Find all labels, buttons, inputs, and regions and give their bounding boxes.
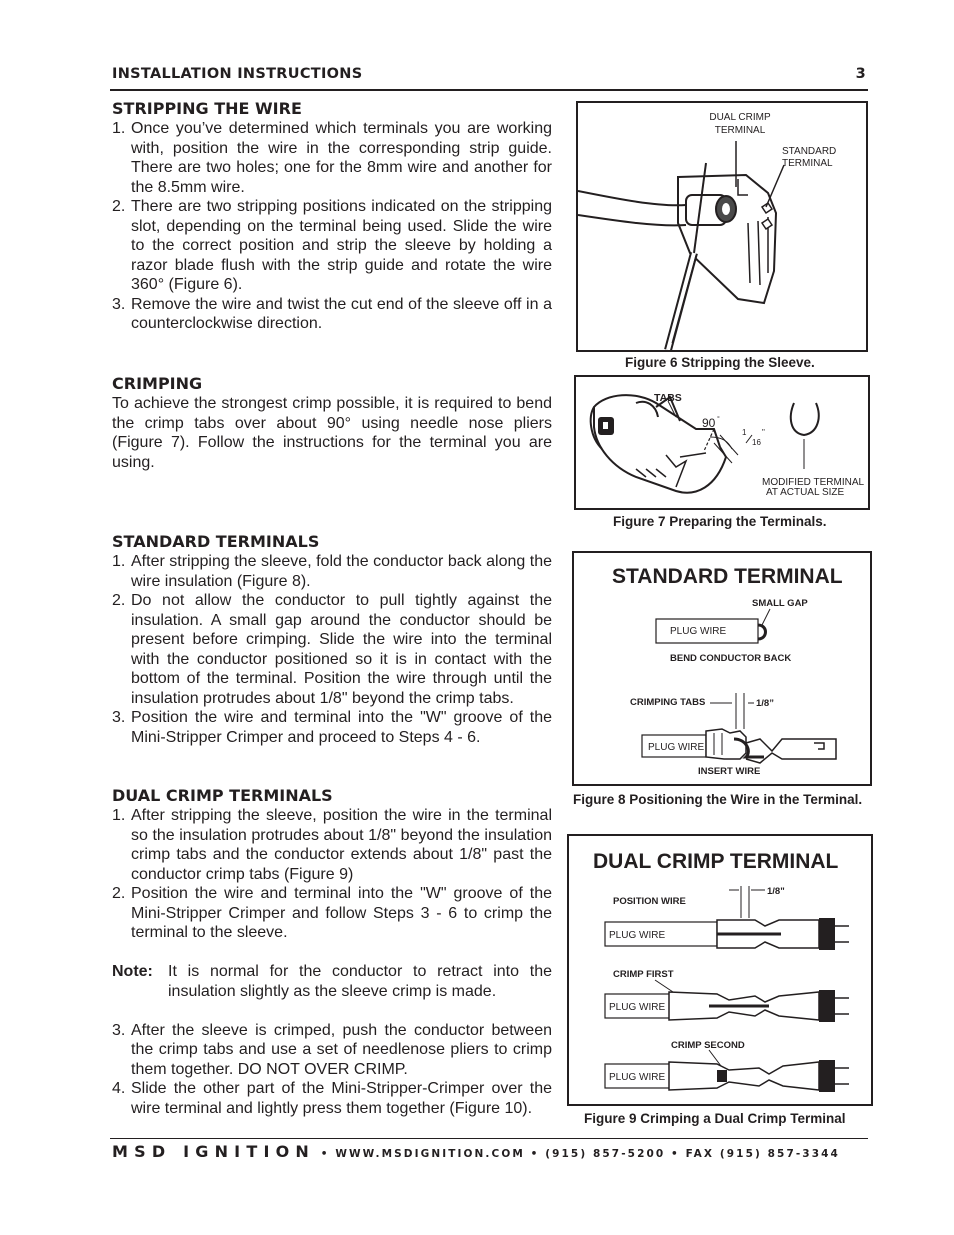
standard-terminal-illustration: [574, 553, 870, 784]
terminal-illustration: [576, 377, 868, 508]
step-item: [112, 708, 552, 747]
label-bend-conductor: BEND CONDUCTOR BACK: [670, 653, 792, 664]
section-dual-crimp: [112, 786, 552, 1118]
footer-brand: MSD IGNITION: [112, 1142, 315, 1161]
label-modified-1: MODIFIED TERMINAL: [762, 477, 865, 488]
step-number: 2.: [112, 592, 126, 609]
figure-8-caption: Figure 8 Positioning the Wire in the Terminal.: [573, 792, 863, 807]
step-item: [112, 119, 552, 197]
step-text: Position the wire and terminal into the "W" groove of the Mini-Stripper Crimper and follow Steps 3 - 6 to crimp the terminal to the sleeve.: [131, 885, 552, 941]
step-text: After stripping the sleeve, position the wire in the terminal so the insulation protrudes about 1/8" beyond the insulation crimp tabs and the conductor extends about 1/8" past the conductor crimp tabs (Figure 9): [131, 807, 552, 883]
label-small-gap: SMALL GAP: [752, 598, 808, 609]
label-inch: ": [762, 428, 765, 437]
dual-crimp-row-2: [605, 990, 849, 1022]
section-crimping: [112, 374, 552, 472]
figure-7-caption: Figure 7 Preparing the Terminals.: [613, 514, 827, 529]
stripping-illustration: [578, 103, 866, 350]
figure-title: STANDARD TERMINAL: [612, 565, 843, 588]
step-item: [112, 552, 552, 591]
step-list: [112, 119, 552, 334]
figure-9-caption: Figure 9 Crimping a Dual Crimp Terminal: [584, 1111, 846, 1126]
label-modified-2: AT ACTUAL SIZE: [766, 487, 845, 498]
label-angle: 90: [702, 416, 716, 430]
section-title: STANDARD TERMINALS: [112, 532, 320, 551]
footer-rule: [110, 1138, 868, 1139]
step-list: [112, 552, 552, 747]
page-number: 3: [855, 66, 866, 82]
dual-crimp-row-3: [605, 1060, 849, 1092]
label-dual-crimp-1: DUAL CRIMP: [709, 112, 771, 123]
label-plug-wire-2: PLUG WIRE: [648, 742, 705, 753]
step-list: [112, 1021, 552, 1119]
label-eighth-inch: 1/8”: [756, 698, 774, 709]
figure-9-dual-crimp: [567, 834, 873, 1106]
step-text: Do not allow the conductor to pull tightly against the insulation. A small gap around the conductor should be present before crimping. Slide the wire into the terminal with the conductor positioned so it is in contact with the bottom of the terminal. Position the wire through until the insulation protrudes about 1/8" beyond the crimp tabs.: [131, 592, 552, 707]
dual-crimp-illustration: [569, 836, 871, 1104]
label-standard-1: STANDARD: [782, 146, 837, 157]
step-number: 2.: [112, 885, 126, 902]
page-footer: [112, 1142, 872, 1161]
step-text: There are two stripping positions indicated on the stripping slot, depending on the terminal being used. Slide the wire to the correct position and strip the sleeve by holding a razor blade flush with the strip guide and rotate the wire 360° (Figure 6).: [131, 198, 552, 293]
label-eighth-inch: 1/8": [767, 886, 785, 897]
header-rule: [110, 89, 868, 91]
note-label: Note:: [112, 963, 153, 980]
figure-6-stripping-sleeve: [576, 101, 868, 352]
label-insert-wire: INSERT WIRE: [698, 766, 761, 777]
section-title: STRIPPING THE WIRE: [112, 99, 302, 118]
section-title: DUAL CRIMP TERMINALS: [112, 786, 333, 805]
figure-title: DUAL CRIMP TERMINAL: [593, 850, 839, 873]
step-text: Remove the wire and twist the cut end of the sleeve off in a counterclockwise direction.: [131, 295, 552, 332]
section-text: To achieve the strongest crimp possible, it is required to bend the crimp tabs over about 90° using needle nose pliers (Figure 7). Follow the instructions for the terminal you are using.: [112, 395, 552, 471]
label-plug-wire: PLUG WIRE: [670, 626, 727, 637]
step-number: 2.: [112, 198, 126, 215]
step-number: 1.: [112, 807, 126, 824]
label-dual-crimp-2: TERMINAL: [714, 125, 766, 136]
step-number: 3.: [112, 709, 126, 726]
step-number: 3.: [112, 1021, 126, 1039]
label-plug-wire-1: PLUG WIRE: [609, 930, 666, 941]
label-crimp-second: CRIMP SECOND: [671, 1040, 745, 1051]
footer-contact: • WWW.MSDIGNITION.COM • (915) 857-5200 • FAX (915) 857-3344: [315, 1148, 840, 1160]
label-fraction-top: 1: [742, 428, 747, 437]
header-title: INSTALLATION INSTRUCTIONS: [112, 66, 363, 82]
label-crimping-tabs: CRIMPING TABS: [630, 697, 706, 708]
figure-7-preparing-terminals: [574, 375, 870, 510]
step-list: [112, 806, 552, 943]
label-fraction-bottom: 16: [752, 438, 761, 447]
step-number: 4.: [112, 1080, 126, 1097]
page-header: [112, 66, 868, 82]
step-number: 3.: [112, 295, 126, 313]
step-item: [112, 806, 552, 884]
label-plug-wire-2: PLUG WIRE: [609, 1002, 666, 1013]
note-text: It is normal for the conductor to retract into the insulation slightly as the sleeve crimp is made.: [168, 963, 552, 1000]
note: [112, 962, 552, 1001]
step-number: 1.: [112, 553, 126, 570]
step-item: [112, 1021, 552, 1080]
step-item: [112, 295, 552, 334]
label-degree: °: [717, 416, 720, 423]
step-text: Once you’ve determined which terminals you are working with, position the wire in the corresponding strip guide. There are two holes; one for the 8mm wire and another for the 8.5mm wire.: [131, 120, 552, 196]
label-position-wire: POSITION WIRE: [613, 896, 686, 907]
section-title: CRIMPING: [112, 374, 203, 393]
label-plug-wire-3: PLUG WIRE: [609, 1072, 666, 1083]
label-crimp-first: CRIMP FIRST: [613, 969, 674, 980]
step-item: [112, 591, 552, 708]
figure-6-caption: Figure 6 Stripping the Sleeve.: [625, 355, 815, 370]
step-item: [112, 884, 552, 943]
razor-blade-icon: [668, 163, 706, 350]
step-item: [112, 1079, 552, 1118]
label-tabs: TABS: [654, 392, 682, 404]
figure-8-standard-terminal: [572, 551, 872, 786]
step-text: After the sleeve is crimped, push the conductor between the crimp tabs and use a set of needlenose pliers to crimp them together. DO NOT OVER CRIMP.: [131, 1021, 552, 1078]
step-text: Position the wire and terminal into the "W" groove of the Mini-Stripper Crimper and proceed to Steps 4 - 6.: [131, 709, 552, 746]
step-text: Slide the other part of the Mini-Stripper-Crimper over the wire terminal and lightly press them together (Figure 10).: [131, 1080, 552, 1117]
label-standard-2: TERMINAL: [782, 158, 833, 169]
step-number: 1.: [112, 120, 126, 137]
dual-crimp-row-1: [605, 918, 849, 950]
step-text: After stripping the sleeve, fold the conductor back along the wire insulation (Figure 8).: [131, 553, 552, 590]
step-item: [112, 197, 552, 295]
section-standard-terminals: [112, 532, 552, 747]
section-stripping: [112, 99, 552, 334]
